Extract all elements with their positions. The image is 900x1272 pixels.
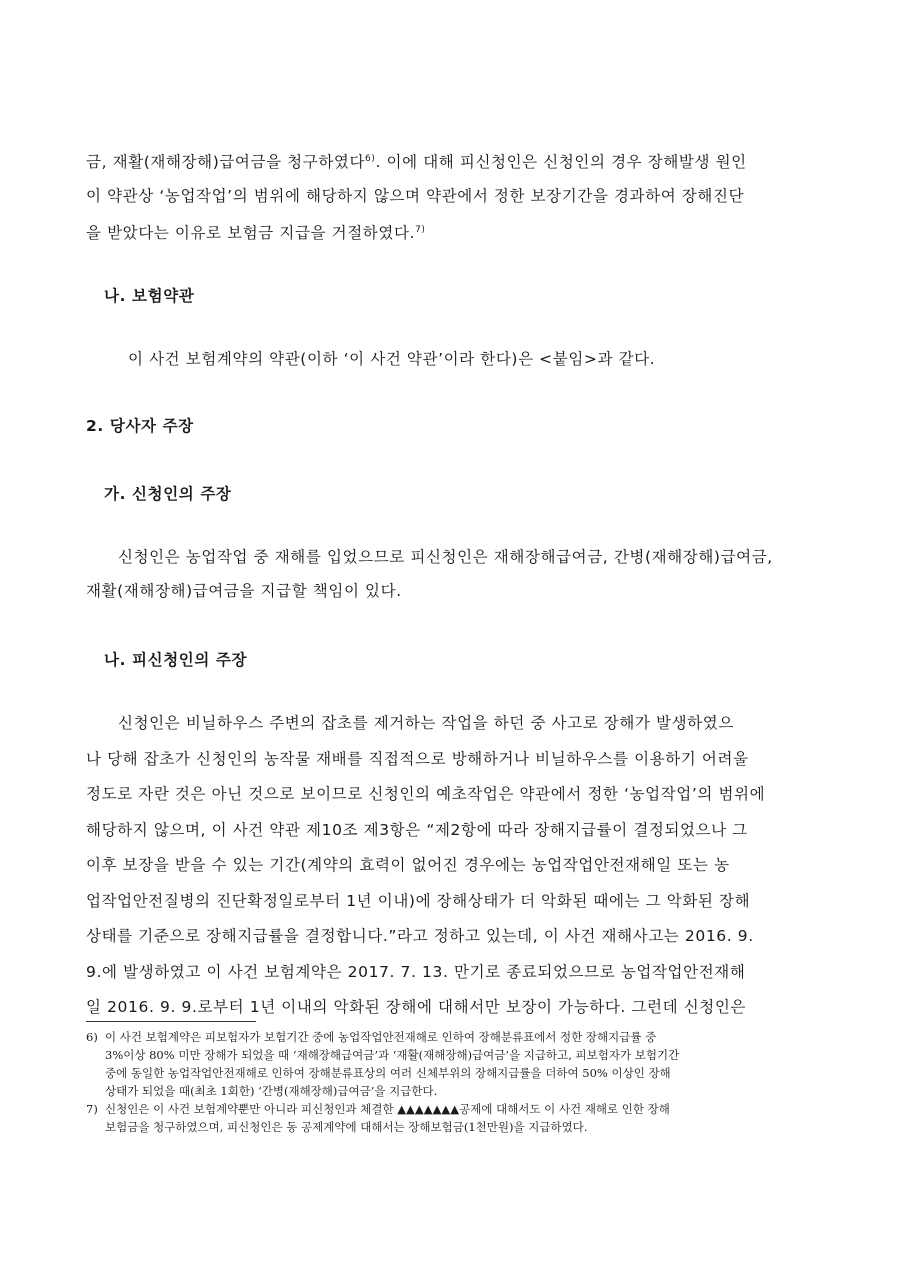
footnote-number: 6) — [86, 1030, 98, 1044]
section-heading-insurance-terms: 나. 보험약관 — [104, 287, 195, 305]
footnote-text: 이 사건 보험계약은 피보험자가 보험기간 중에 농업작업안전재해로 인하여 장해분류표에서 정한 장해지급률 중 3%이상 80% 미만 장해가 되었을 때 ‘재해장해급여금’과 ‘재활(재해장해)급여금’을 지급하고, 피보험자가 보험기간 중에 동일한 농업작업안전재해로 인하여 장해분류표상의 여러 신체부위의 장해지급률을 더하여 50% 이상인 장해 상태가 되었을 때(최초 1회한) ‘간병(재해장해)급여금’을 지급한다. — [105, 1030, 680, 1098]
text-line: 이 약관상 ‘농업작업’의 범위에 해당하지 않으며 약관에서 정한 보장기간을 경과하여 장해진단 — [86, 187, 745, 205]
footnote-ref-7[interactable]: 7) — [415, 225, 426, 235]
text-line: 금, 재활(재해장해)급여금을 청구하였다$^{6)}$. 이에 대해 피신청인은 신청인의 경우 장해발생 원인 — [86, 153, 747, 171]
text-line: 을 받았다는 이유로 보험금 지급을 거절하였다.$^{7)}$ — [86, 224, 426, 242]
footnote-ref-6[interactable]: 6) — [365, 154, 376, 164]
section-heading-respondent-claim: 나. 피신청인의 주장 — [104, 651, 248, 669]
section-heading-applicant-claim: 가. 신청인의 주장 — [104, 485, 232, 503]
footnote-number: 7) — [86, 1102, 98, 1116]
footnote-6 — [86, 1028, 816, 1100]
footnote-separator — [86, 1021, 256, 1022]
paragraph-respondent-claim: 신청인은 비닐하우스 주변의 잡초를 제거하는 작업을 하던 중 사고로 장해가 발생하였으 나 당해 잡초가 신청인의 농작물 재배를 직접적으로 방해하거나 비닐하우스를 이용하기 어려울 정도로 자란 것은 아닌 것으로 보이므로 신청인의 예초작업은 약관에서 정한 ‘농업작업’의 범위에 해당하지 않으며, 이 사건 약관 제10조 제3항은 “제2항에 따라 장해지급률이 결정되었으나 그 이후 보장을 받을 수 있는 기간(계약의 효력이 없어진 경우에는 농업작업안전재해일 또는 농 업작업안전질병의 진단확정일로부터 1년 이내)에 장해상태가 더 악화된 때에는 그 악화된 장해 상태를 기준으로 장해지급률을 결정합니다.”라고 정하고 있는데, 이 사건 재해사고는 2016. 9. 9.에 발생하였고 이 사건 보험계약은 2017. 7. 13. 만기로 종료되었으므로 농업작업안전재해 일 2016. 9. 9.로부터 1년 이내의 악화된 장해에 대해서만 보장이 가능하다. 그런데 신청인은 — [86, 714, 766, 1016]
paragraph-claim-refusal — [86, 142, 816, 250]
paragraph-applicant-claim: 신청인은 농업작업 중 재해를 입었으므로 피신청인은 재해장해급여금, 간병(재해장해)급여금, 재활(재해장해)급여금을 지급할 책임이 있다. — [86, 548, 773, 600]
section-heading-party-claims: 2. 당사자 주장 — [86, 417, 194, 435]
footnote-7 — [86, 1100, 816, 1136]
footnote-text: 신청인은 이 사건 보험계약뿐만 아니라 피신청인과 체결한 ▲▲▲▲▲▲▲공제에 대해서도 이 사건 재해로 인한 장해 보험금을 청구하였으며, 피신청인은 동 공제계약에 대해서는 장해보험금(1천만원)을 지급하였다. — [105, 1102, 670, 1134]
paragraph-terms: 이 사건 보험계약의 약관(이하 ‘이 사건 약관’이라 한다)은 <붙임>과 같다. — [128, 350, 656, 368]
